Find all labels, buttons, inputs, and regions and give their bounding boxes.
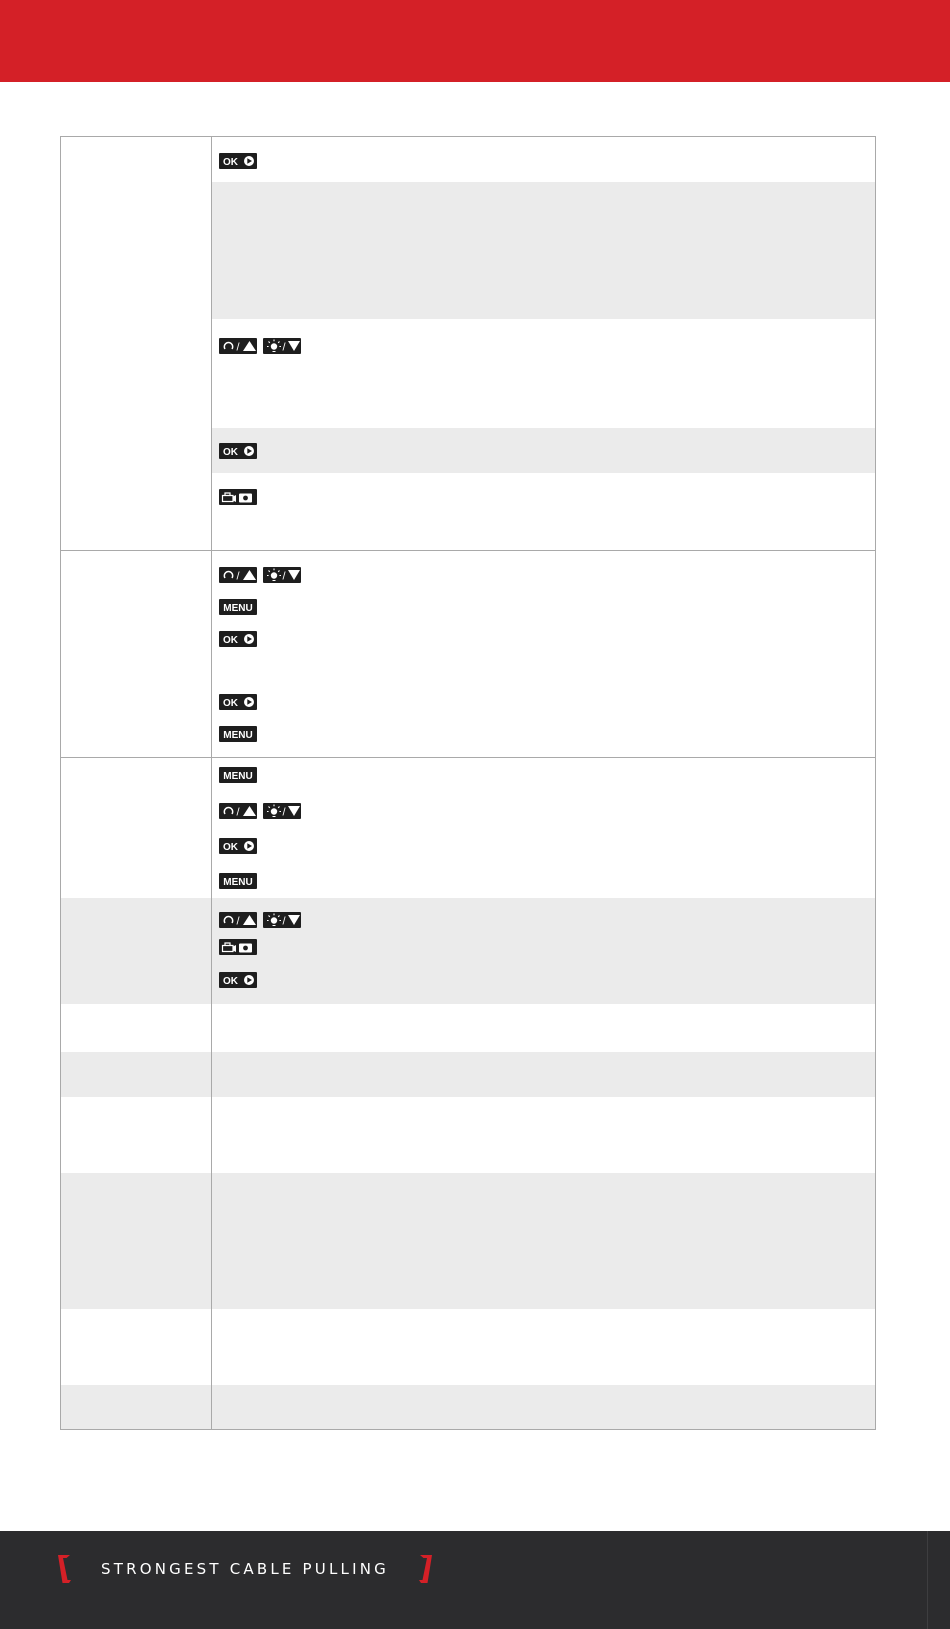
light-down-button-icon — [263, 567, 301, 583]
svg-text:OK: OK — [223, 842, 238, 853]
shaded-row-label — [61, 1173, 211, 1309]
ok-button-icon — [219, 153, 257, 169]
light-down-button-icon — [263, 338, 301, 354]
shaded-row — [211, 182, 875, 319]
shaded-row-label — [61, 1385, 211, 1429]
shaded-row — [211, 1173, 875, 1309]
footer-divider — [927, 1531, 928, 1629]
rotate-up-button-icon — [219, 338, 257, 354]
menu-button-icon — [219, 873, 257, 889]
svg-text:/: / — [282, 341, 286, 354]
svg-text:/: / — [236, 806, 240, 819]
rotate-up-button-icon — [219, 567, 257, 583]
menu-button-icon — [219, 767, 257, 783]
section-divider — [61, 757, 875, 758]
svg-text:OK: OK — [223, 698, 238, 709]
ok-button-icon — [219, 631, 257, 647]
video-photo-mode-button-icon — [219, 939, 257, 955]
svg-text:/: / — [236, 341, 240, 354]
ok-button-icon — [219, 838, 257, 854]
rotate-up-button-icon — [219, 803, 257, 819]
shaded-row-label — [61, 898, 211, 1004]
ok-button-icon — [219, 972, 257, 988]
rotate-up-button-icon — [219, 912, 257, 928]
instruction-table — [60, 136, 876, 1430]
column-divider — [211, 137, 212, 1429]
brand-logo — [58, 1555, 432, 1583]
svg-text:/: / — [282, 915, 286, 928]
ok-button-icon — [219, 443, 257, 459]
section-divider — [61, 550, 875, 551]
svg-text:MENU: MENU — [223, 877, 253, 888]
svg-text:/: / — [236, 915, 240, 928]
svg-text:/: / — [282, 570, 286, 583]
video-photo-mode-button-icon — [219, 489, 257, 505]
shaded-row — [211, 1385, 875, 1429]
svg-text:OK: OK — [223, 635, 238, 646]
svg-text:/: / — [282, 806, 286, 819]
menu-button-icon — [219, 599, 257, 615]
svg-text:/: / — [236, 570, 240, 583]
shaded-row — [211, 898, 875, 1004]
brand-wordmark: STRONGEST CABLE PULLING — [101, 1560, 389, 1578]
shaded-row — [211, 428, 875, 473]
svg-text:OK: OK — [223, 157, 238, 168]
menu-button-icon — [219, 726, 257, 742]
header-band — [0, 0, 950, 82]
shaded-row — [211, 1052, 875, 1097]
shaded-row-label — [61, 1052, 211, 1097]
svg-text:OK: OK — [223, 447, 238, 458]
svg-text:MENU: MENU — [223, 603, 253, 614]
svg-text:MENU: MENU — [223, 771, 253, 782]
light-down-button-icon — [263, 912, 301, 928]
light-down-button-icon — [263, 803, 301, 819]
svg-text:OK: OK — [223, 976, 238, 987]
svg-text:MENU: MENU — [223, 730, 253, 741]
ok-button-icon — [219, 694, 257, 710]
